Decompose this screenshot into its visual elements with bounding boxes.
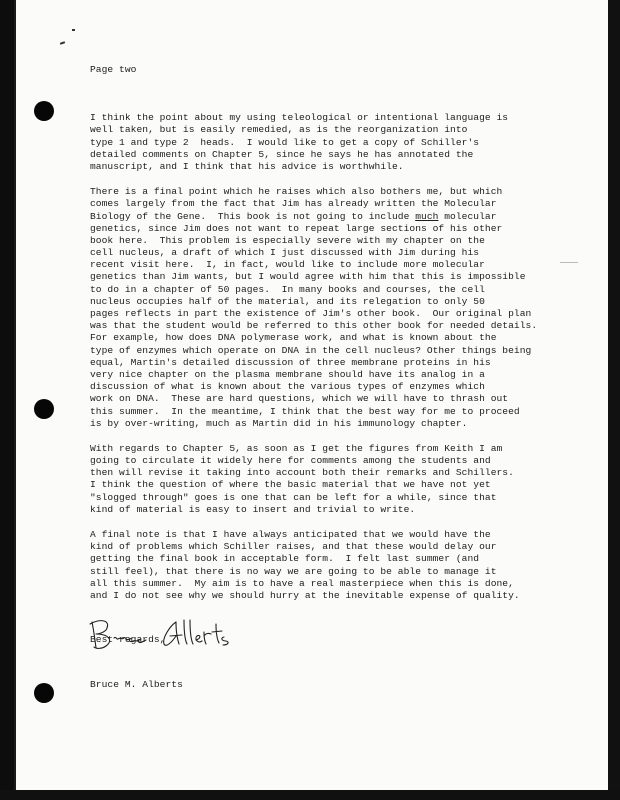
text-line: With regards to Chapter 5, as soon as I get the figures from Keith I am	[90, 442, 503, 454]
paragraph-4	[90, 529, 610, 602]
text-line: A final note is that I have always anticipated that we would have the	[90, 529, 491, 540]
text-line: this summer. In the meantime, I think that the best way for me to proceed	[90, 405, 520, 417]
text-line: comes largely from the fact that Jim has already written the Molecular	[90, 198, 497, 210]
text-line: manuscript, and I think that his advice is worthwhile.	[90, 160, 404, 172]
punch-hole-bottom	[34, 683, 54, 703]
text-line: then will revise it taking into account both their remarks and Schillers.	[90, 467, 514, 479]
text-line: going to circulate it widely here for comments among the students and	[90, 455, 491, 467]
paragraph-2	[90, 186, 610, 430]
text-line: still feel), that there is no way we are going to be able to manage it	[90, 565, 497, 577]
text-line: to do in a chapter of 50 pages. In many books and courses, the cell	[90, 283, 485, 295]
text-line-with-underline: Biology of the Gene. This book is not going to include much molecular	[90, 210, 497, 222]
letter-body	[90, 64, 610, 692]
paragraph-1	[90, 112, 610, 173]
scan-background-bottom	[0, 790, 620, 800]
text-line: type of enzymes which operate on DNA in the cell nucleus? Other things being	[90, 344, 532, 356]
text-line: cell nucleus, a draft of which I just discussed with Jim during his	[90, 247, 480, 259]
text-line: kind of material is easy to insert and trivial to write.	[90, 503, 416, 515]
text-line: all this summer. My aim is to have a real masterpiece when this is done,	[90, 577, 514, 589]
text-line: I think the question of where the basic material that we have not yet	[90, 479, 491, 491]
text-line: was that the student would be referred to this other book for needed details.	[90, 320, 538, 332]
text-line: "slogged through" goes is one that can be left for a while, since that	[90, 491, 497, 503]
text-line: For example, how does DNA polymerase work, and what is known about the	[90, 332, 497, 344]
text-line: I think the point about my using teleological or intentional language is	[90, 112, 509, 124]
closing: Best regards,	[90, 634, 166, 646]
signature-image	[84, 612, 244, 656]
text-line: genetics than Jim wants, but I would agree with him that this is impossible	[90, 271, 526, 283]
text-line: book here. This problem is especially severe with my chapter on the	[90, 234, 485, 246]
text-line: getting the final book in acceptable form. I felt last summer (and	[90, 553, 480, 565]
text-line: work on DNA. These are hard questions, which we will have to thrash out	[90, 393, 509, 405]
text-line: discussion of what is known about the various types of enzymes which	[90, 381, 485, 393]
text-line: type 1 and type 2 heads. I would like to get a copy of Schiller's	[90, 136, 480, 148]
page-header: Page two	[90, 64, 137, 75]
paragraph-3	[90, 443, 610, 516]
signer-name: Bruce M. Alberts	[90, 679, 183, 691]
text-line: nucleus occupies half of the material, and its relegation to only 50	[90, 295, 485, 307]
text-line: equal, Martin's detailed discussion of three membrane proteins in his	[90, 356, 491, 368]
text-line: and I do not see why we should hurry at the inevitable expense of quality.	[90, 589, 520, 601]
text-line: pages reflects in part the existence of Jim's other book. Our original plan	[90, 308, 532, 319]
punch-hole-top	[34, 101, 54, 121]
text-line: recent visit here. I, in fact, would like to include more molecular	[90, 259, 485, 271]
text-line: well taken, but is easily remedied, as is the reorganization into	[90, 124, 468, 136]
text-line: detailed comments on Chapter 5, since he says he has annotated the	[90, 148, 474, 160]
text-line: genetics, since Jim does not want to repeat large sections of his other	[90, 222, 503, 234]
text-line: very nice chapter on the plasma membrane should have its analog in a	[90, 368, 485, 380]
text-line: kind of problems which Schiller raises, and that these would delay our	[90, 541, 497, 553]
text-line: There is a final point which he raises which also bothers me, but which	[90, 186, 503, 198]
paper-speck	[72, 29, 75, 31]
handwritten-signature	[84, 612, 244, 656]
punch-hole-middle	[34, 399, 54, 419]
text-line: is by over-writing, much as Martin did in his immunology chapter.	[90, 417, 468, 429]
underlined-word: much	[415, 210, 439, 222]
